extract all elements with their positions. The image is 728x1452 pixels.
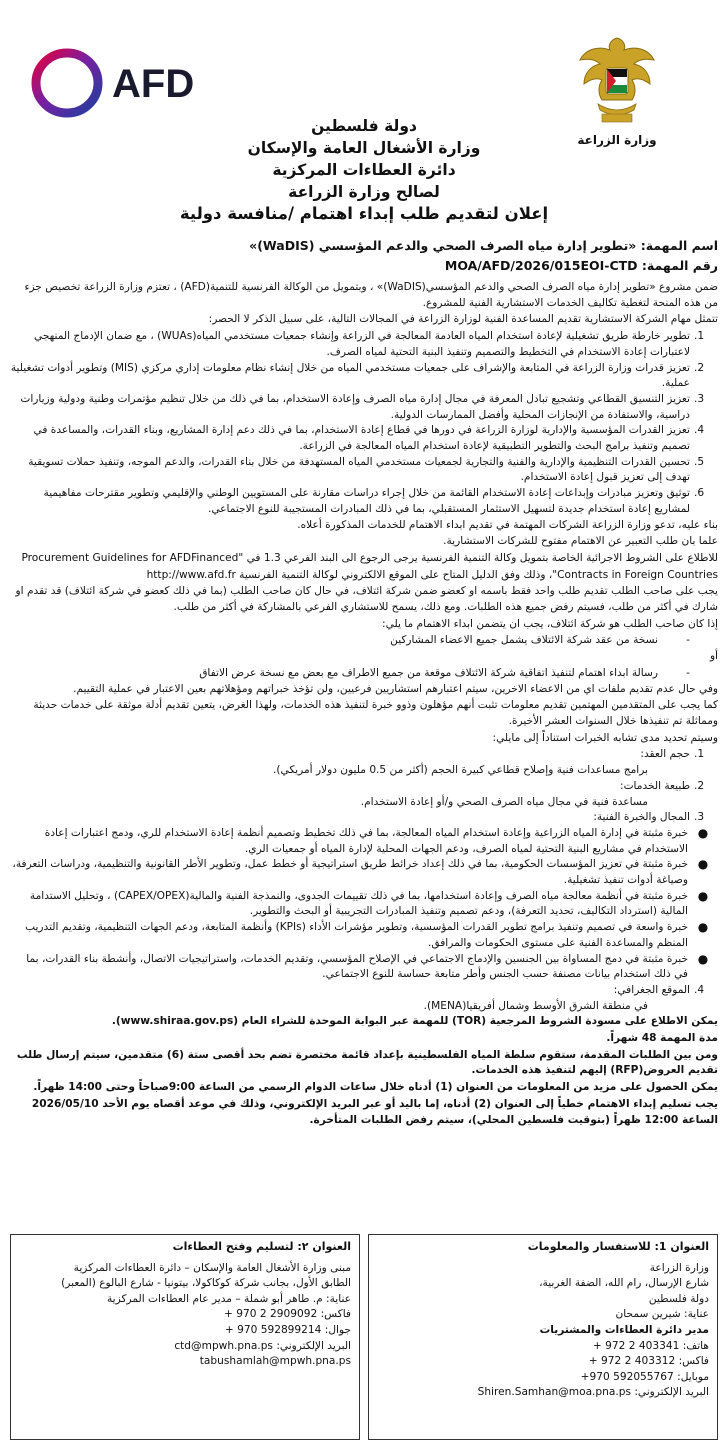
list-item: ● خبرة مثبتة في أنظمة معالجة مياه الصرف وإعادة استخدامها، بما في ذلك تقييمات الجدوى، والنمذجة الفنية والمالية(CAPEX/OPEX) ، وتحليل الاستدامة المالية (استرداد التكاليف، تحديد التعرفة)، ودعم تصميم وتنفيذ المبادرات التجريبية أو البحث والتطوير. bbox=[10, 889, 718, 920]
item-number: 3. bbox=[694, 811, 705, 824]
ministry-emblem bbox=[572, 30, 662, 165]
address-boxes bbox=[10, 1234, 718, 1440]
header-state: دولة فلسطين bbox=[311, 117, 417, 135]
criteria-title: المجال والخبرة الفنية: bbox=[593, 811, 690, 824]
item-number: 2. bbox=[694, 361, 705, 374]
email-line[interactable]: البريد الإلكتروني: Shiren.Samhan@moa.pna.ps bbox=[477, 1386, 709, 1399]
address-line: مدير دائرة العطاءات والمشتريات bbox=[539, 1323, 709, 1336]
header-beneficiary: لصالح وزارة الزراعة bbox=[288, 183, 440, 201]
list-item bbox=[10, 779, 718, 795]
afd-logo-text: AFD bbox=[112, 62, 195, 106]
deadline-paragraph: يجب تسليم إبداء الاهتمام خطياً إلى العنوان (2) أدناه، إما باليد أو عبر البريد الإلكتروني، وذلك في موعد أقصاه يوم الأحد 2026/05/10 الساعة 12:00 ظهراً (بتوقيت فلسطين المحلي)، سيتم رفض الطلبات المتأخرة. bbox=[31, 1097, 718, 1126]
open-paragraph: علما بان طلب التعبير عن الاهتمام مفتوح للشركات الاستشارية. bbox=[443, 535, 718, 548]
intro-paragraph: ضمن مشروع «تطوير إدارة مياه الصرف الصحي والدعم المؤسسي(WaDIS)» ، وبتمويل من الوكالة الفرنسية للتنمية(AFD) ، تعتزم وزارة الزراعة تخصيص جزء من هذه المنحة لتغطية تكاليف الخدمات الاستشارية الفنية للمشروع. bbox=[24, 281, 718, 309]
shortlist-paragraph: ومن بين الطلبات المقدمة، ستقوم سلطة المياه الفلسطينية بإعداد قائمة مختصرة تضم بحد أقصى ستة (6) متقدمين، سيتم إرسال طلب تقديم العروض(RFP) إليهم لتنفيذ هذه الخدمات. bbox=[16, 1048, 718, 1077]
header-title: إعلان لتقديم طلب إبداء اهتمام /منافسة دولية bbox=[179, 204, 549, 223]
criteria-desc: مساعدة فنية في مجال مياه الصرف الصحي و/أو إعادة الاستخدام. bbox=[360, 795, 648, 808]
email-line[interactable]: البريد الإلكتروني: ctd@mpwh.pna.ps bbox=[174, 1339, 351, 1352]
info-hours-paragraph: يمكن الحصول على مزيد من المعلومات من العنوان (1) أدناه خلال ساعات الدوام الرسمي من الساعة 9:00صباحاً وحتى 14:00 ظهراً. bbox=[33, 1081, 718, 1094]
geo-title: الموقع الجغرافي: bbox=[613, 983, 690, 996]
header-ministry: وزارة الأشغال العامة والإسكان bbox=[247, 139, 481, 157]
header-department: دائرة العطاءات المركزية bbox=[272, 161, 456, 179]
fax-line: فاكس: 403312 2 972 + bbox=[588, 1355, 709, 1368]
list-item: - رسالة ابداء اهتمام لتنفيذ اتفاقية شركة الائتلاف موقعة من جميع الاطراف مع بعض مع نسخة عرض الاتفاق bbox=[10, 666, 718, 682]
duration-paragraph: مدة المهمة 48 شهراً. bbox=[606, 1032, 718, 1045]
address-line: وزارة الزراعة bbox=[649, 1261, 709, 1274]
address-line: عناية: شيرين سمحان bbox=[615, 1308, 709, 1321]
invite-paragraph: بناء عليه، تدعو وزارة الزراعة الشركات المهتمة في تقديم ابداء الاهتمام للخدمات المذكورة أعلاه. bbox=[297, 518, 718, 531]
item-number: 4. bbox=[694, 983, 705, 996]
address-box-1 bbox=[368, 1234, 718, 1440]
tasks-list bbox=[10, 329, 718, 517]
tasks-intro: تتمثل مهام الشركة الاستشارية تقديم المساعدة الفنية لوزارة الزراعة في المجالات التالية، على سبيل الذكر لا الحصر: bbox=[208, 313, 718, 326]
qualification-paragraph: كما يجب على المتقدمين المهتمين تقديم معلومات تثبت أنهم مؤهلون وذوو خبرة لتنفيذ هذه الخدمات، ولهذا الغرض، يتعين تقديم أدلة موثقة على خدمات حديثة ومماثلة تم تنفيذها خلال السنوات العشر الأخيرة. bbox=[33, 699, 718, 727]
mobile-line: موبايل: 592055767 970+ bbox=[580, 1370, 709, 1383]
item-number: 3. bbox=[694, 392, 705, 405]
address-2-title: العنوان ٢: لتسليم وفتح العطاءات bbox=[172, 1240, 351, 1253]
criteria-desc: برامج مساعدات فنية وإصلاح قطاعي كبيرة الحجم (أكثر من 0.5 مليون دولار أمريكي). bbox=[272, 764, 648, 777]
address-line: دولة فلسطين bbox=[648, 1292, 709, 1305]
item-text: تطوير خارطة طريق تشغيلية لإعادة استخدام المياه العادمة المعالجة في الزراعة وإنشاء جمعيات مستخدمي المياه(WUAs) ، مع ضمان الإدماج المنهجي لاعتبارات إعادة الاستخدام في التخطيط والتصميم وتنفيذ البنية التحتية لمياه الصرف. bbox=[34, 330, 690, 358]
mission-name: اسم المهمة: «تطوير إدارة مياه الصرف الصحي والدعم المؤسسي (WaDIS)» bbox=[249, 238, 718, 253]
members-paragraph: وفي حال عدم تقديم ملفات اي من الاعضاء الاخرين، سيتم اعتبارهم استشاريين فرعيين، ولن تؤخذ خبراتهم ومؤهلاتهم بعين الاعتبار في عملية التقييم. bbox=[73, 682, 718, 695]
list-item bbox=[10, 392, 718, 423]
list-item: ● خبرة مثبتة في إدارة المياه الزراعية وإعادة استخدام المياه المعالجة، بما في ذلك تخطيط وتصميم أنظمة إعادة الاستخدام للري، ودمج اعتبارات إعادة الاستخدام في مشاريع البنية التحتية لمياه الصرف، ودعم الجهات المحلية لإدارة المياه أو جمعيات الري. bbox=[10, 826, 718, 857]
geo-desc: في منطقة الشرق الأوسط وشمال أفريقيا(MENA). bbox=[423, 999, 648, 1012]
address-line: مبنى وزارة الأشغال العامة والإسكان – دائرة العطاءات المركزية bbox=[73, 1261, 351, 1274]
list-item bbox=[10, 455, 718, 486]
item-number: 1. bbox=[694, 748, 705, 761]
address-line: عناية: م. طاهر أبو شملة – مدير عام العطاءات المركزية bbox=[106, 1292, 351, 1305]
tor-paragraph: يمكن الاطلاع على مسودة الشروط المرجعية (TOR) للمهمة عبر البوابة الموحدة للشراء العام (www.shiraa.gov.ps). bbox=[111, 1015, 718, 1028]
phone-line: هاتف: 403341 2 972 + bbox=[592, 1339, 709, 1352]
email-line[interactable]: tabushamlah@mpwh.pna.ps bbox=[199, 1355, 351, 1368]
fax-line: فاكس: 2909092 2 970 + bbox=[224, 1308, 351, 1321]
similarity-intro: وسيتم تحديد مدى تشابه الخبرات استناداً إلى مايلي: bbox=[492, 731, 718, 744]
list-item bbox=[10, 423, 718, 454]
mission-ref: رقم المهمة: MOA/AFD/2026/015EOI-CTD bbox=[444, 258, 718, 273]
criteria-title: طبيعة الخدمات: bbox=[620, 779, 690, 792]
mobile-line: جوال: 592899214 970 + bbox=[224, 1323, 351, 1336]
guidelines-paragraph-a: للاطلاع على الشروط الاجرائية الخاصة بتمويل وكالة التنمية الفرنسية يرجى الرجوع الى البند الفرعي 1.3 في "Procurement Guidelines for AFDFinanced bbox=[21, 551, 718, 564]
expertise-text: خبرة مثبتة في أنظمة معالجة مياه الصرف وإعادة استخدامها، بما في ذلك تقييمات الجدوى، والنمذجة الفنية والمالية(CAPEX/OPEX) ، وتحليل الاستدامة المالية (استرداد التكاليف، تحديد التعرفة)، ودعم تصميم وتنفيذ المبادرات التجريبية أو البحث والتطوير. bbox=[29, 889, 688, 918]
item-number: 4. bbox=[694, 424, 705, 437]
ministry-caption: وزارة الزراعة bbox=[577, 133, 657, 147]
list-item: - نسخة من عقد شركة الائتلاف يشمل جميع الاعضاء المشاركين bbox=[10, 633, 718, 649]
list-item bbox=[10, 361, 718, 392]
address-line: شارع الإرسال، رام الله، الضفة الغربية، bbox=[539, 1277, 709, 1290]
item-number: 2. bbox=[694, 779, 705, 792]
consortium-item-2: رسالة ابداء اهتمام لتنفيذ اتفاقية شركة الائتلاف موقعة من جميع الاطراف مع بعض مع نسخة عرض الاتفاق bbox=[199, 666, 658, 679]
announcement-header bbox=[170, 115, 558, 225]
criteria-title: حجم العقد: bbox=[640, 748, 690, 761]
list-item bbox=[10, 747, 718, 763]
address-1-title: العنوان 1: للاستفسار والمعلومات bbox=[527, 1240, 709, 1253]
expertise-text: خبرة مثبتة في تعزيز المؤسسات الحكومية، بما في ذلك إعداد خرائط طريق استراتيجية أو خطط عمل، وتطوير الأطر القانونية والتنظيمية، ودراسات التعرفة، وصياغة أدوات تنفيذ تشغيلية. bbox=[12, 858, 688, 887]
list-item bbox=[10, 983, 718, 999]
consortium-or: أو bbox=[709, 650, 718, 663]
list-item bbox=[10, 486, 718, 517]
address-line: الطابق الأول، بجانب شركة كوكاكولا، بيتونيا - شارع البالوع (المعبر) bbox=[61, 1277, 351, 1290]
item-number: 5. bbox=[694, 455, 705, 468]
address-box-2 bbox=[10, 1234, 360, 1440]
expertise-text: خبرة واسعة في تصميم وتنفيذ برامج تطوير القدرات المؤسسية، وتطوير مؤشرات الأداء (KPIs) وأنظمة المتابعة، ودعم الجهات التنظيمية، وتقديم التدريب المنظم والمساعدة الفنية على مستوى الحكومات والمرافق. bbox=[25, 921, 688, 949]
item-text: تحسين القدرات التنظيمية والإدارية والفنية والتجارية لجمعيات مستخدمي المياه المستهدفة من خلال بناء القدرات، والدعم الموجه، وتنفيذ حملات تسويقية تهدف إلى تعزيز قبول إعادة الاستخدام. bbox=[28, 455, 690, 484]
announcement-body bbox=[10, 280, 718, 1129]
expertise-text: خبرة مثبتة في دمج المساواة بين الجنسين والإدماج الاجتماعي في الإصلاح المؤسسي، وتقديم الخدمات، واستراتيجيات الاتصال، وأنشطة بناء القدرات، بما في ذلك استخدام بيانات مصنفة حسب الجنس وأطر متابعة حساسة للنوع الاجتماعي. bbox=[26, 952, 688, 981]
item-number: 6. bbox=[694, 487, 705, 500]
consortium-item-1: نسخة من عقد شركة الائتلاف يشمل جميع الاعضاء المشاركين bbox=[390, 634, 658, 647]
item-text: تعزيز قدرات وزارة الزراعة في المتابعة والإشراف على جمعيات مستخدمي المياه من خلال إنشاء نظام معلومات إداري مركزي (MIS) وتطوير أدوات تشغيلية عملية. bbox=[10, 361, 690, 390]
afd-logo-icon bbox=[30, 48, 220, 118]
guidelines-paragraph-b: Contracts in Foreign Countries"، وذلك وفق الدليل المتاح على الموقع الالكتروني لوكالة التنمية الفرنسية http://www.afd.fr bbox=[146, 568, 718, 581]
item-text: تعزيز التنسيق القطاعي وتشجيع تبادل المعرفة في مجال إدارة مياه الصرف وإعادة الاستخدام، بما في ذلك من خلال تنظيم مؤتمرات وطنية ودولية وزيارات دراسية، والاستفادة من الإنجازات المحلية وأفضل الممارسات الدولية. bbox=[20, 392, 690, 421]
list-item bbox=[10, 329, 718, 360]
consortium-intro: إذا كان صاحب الطلب هو شركة ائتلاف، يجب ان يتضمن ابداء الاهتمام ما يلي: bbox=[382, 617, 718, 630]
list-item: ● خبرة مثبتة في دمج المساواة بين الجنسين والإدماج الاجتماعي في الإصلاح المؤسسي، وتقديم الخدمات، واستراتيجيات الاتصال، وأنشطة بناء القدرات، بما في ذلك استخدام بيانات مصنفة حسب الجنس وأطر متابعة حساسة للنوع الاجتماعي. bbox=[10, 952, 718, 983]
mission-info bbox=[10, 236, 718, 276]
list-item: ● خبرة واسعة في تصميم وتنفيذ برامج تطوير القدرات المؤسسية، وتطوير مؤشرات الأداء (KPIs) وأنظمة المتابعة، ودعم الجهات التنظيمية، وتقديم التدريب المنظم والمساعدة الفنية على مستوى الحكومات والمرافق. bbox=[10, 920, 718, 951]
item-text: تعزيز القدرات المؤسسية والإدارية لوزارة الزراعة في دورها في قطاع إعادة الاستخدام، بما في ذلك دعم إدارة المشاريع، وبناء القدرات، والمساعدة في تصميم وتنفيذ برامج البحث والتطوير التطبيقية لإعادة استخدام المياه المعالجة في الزراعة. bbox=[33, 424, 690, 453]
list-item: ● خبرة مثبتة في تعزيز المؤسسات الحكومية، بما في ذلك إعداد خرائط طريق استراتيجية أو خطط عمل، وتطوير الأطر القانونية والتنظيمية، ودراسات التعرفة، وصياغة أدوات تنفيذ تشغيلية. bbox=[10, 857, 718, 888]
item-number: 1. bbox=[694, 330, 705, 343]
item-text: توثيق وتعزيز مبادرات وإبداعات إعادة الاستخدام القائمة من خلال إجراء دراسات مقارنة على المستويين الوطني والإقليمي وتطوير مقترحات مفاهيمية لمشاريع إعادة استخدام جديدة لتسهيل الاستثمار المستقبلي، بما في ذلك المبادرات المستجيبة للنوع الاجتماعي. bbox=[43, 487, 690, 515]
single-application-paragraph: يجب على صاحب الطلب تقديم طلب واحد فقط باسمه او كعضو ضمن شركة ائتلاف، في حال كان صاحب الطلب (بما في ذلك كعضو في شركة ائتلاف) قد تقدم او شارك في أكثر من طلب، فسيتم رفض جميع هذه الطلبات. ومع ذلك، يسمح للاستشاري الفرعي بالمشاركة في أكثر من طلب. bbox=[15, 585, 718, 614]
afd-logo bbox=[30, 48, 220, 118]
expertise-text: خبرة مثبتة في إدارة المياه الزراعية وإعادة استخدام المياه المعالجة، بما في ذلك تخطيط وتصميم أنظمة إعادة الاستخدام للري، ودمج اعتبارات إعادة الاستخدام في مشاريع البنية التحتية لمياه الصرف، ودعم الجهات المحلية لإدارة المياه أو جمعيات الري. bbox=[44, 826, 688, 855]
list-item bbox=[10, 810, 718, 826]
eagle-emblem-icon bbox=[572, 30, 662, 130]
